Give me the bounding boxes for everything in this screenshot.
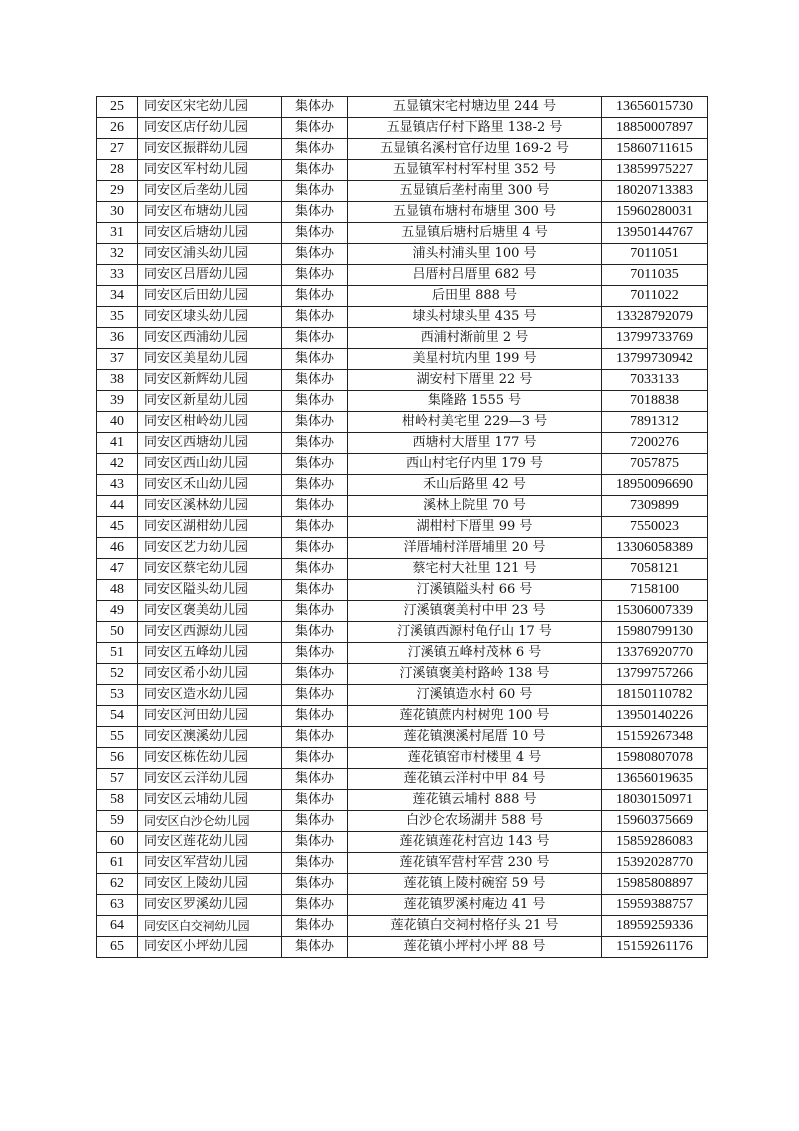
address-cell: 五显镇店仔村下路里 138-2 号	[348, 118, 602, 139]
row-number-cell: 35	[97, 307, 138, 328]
table-row	[97, 601, 708, 622]
table-row	[97, 412, 708, 433]
address-cell: 西浦村渐前里 2 号	[348, 328, 602, 349]
address-cell: 汀溪镇褒美村路岭 138 号	[348, 664, 602, 685]
row-number-cell: 65	[97, 937, 138, 958]
table-row	[97, 853, 708, 874]
row-number-cell: 25	[97, 97, 138, 118]
ownership-type-cell: 集体办	[282, 916, 348, 937]
table-row	[97, 139, 708, 160]
kindergarten-name-cell: 同安区新辉幼儿园	[138, 370, 282, 391]
phone-number-cell: 7158100	[602, 580, 708, 601]
ownership-type-cell: 集体办	[282, 811, 348, 832]
phone-number-cell: 15860711615	[602, 139, 708, 160]
table-body	[97, 97, 708, 958]
kindergarten-name-cell: 同安区军营幼儿园	[138, 853, 282, 874]
row-number-cell: 39	[97, 391, 138, 412]
kindergarten-name-cell: 同安区隘头幼儿园	[138, 580, 282, 601]
row-number-cell: 63	[97, 895, 138, 916]
phone-number-cell: 13950144767	[602, 223, 708, 244]
row-number-cell: 26	[97, 118, 138, 139]
ownership-type-cell: 集体办	[282, 727, 348, 748]
address-cell: 莲花镇云埔村 888 号	[348, 790, 602, 811]
phone-number-cell: 15159267348	[602, 727, 708, 748]
table-row	[97, 160, 708, 181]
address-cell: 汀溪镇西源村龟仔山 17 号	[348, 622, 602, 643]
row-number-cell: 60	[97, 832, 138, 853]
kindergarten-name-cell: 同安区造水幼儿园	[138, 685, 282, 706]
phone-number-cell: 7200276	[602, 433, 708, 454]
address-cell: 莲花镇罗溪村庵边 41 号	[348, 895, 602, 916]
phone-number-cell: 7309899	[602, 496, 708, 517]
address-cell: 西塘村大厝里 177 号	[348, 433, 602, 454]
ownership-type-cell: 集体办	[282, 748, 348, 769]
kindergarten-name-cell: 同安区希小幼儿园	[138, 664, 282, 685]
row-number-cell: 64	[97, 916, 138, 937]
ownership-type-cell: 集体办	[282, 97, 348, 118]
kindergarten-name-cell: 同安区河田幼儿园	[138, 706, 282, 727]
table-row	[97, 937, 708, 958]
table-row	[97, 454, 708, 475]
row-number-cell: 59	[97, 811, 138, 832]
table-row	[97, 538, 708, 559]
address-cell: 西山村宅仔内里 179 号	[348, 454, 602, 475]
ownership-type-cell: 集体办	[282, 580, 348, 601]
address-cell: 莲花镇澳溪村尾厝 10 号	[348, 727, 602, 748]
kindergarten-name-cell: 同安区后塘幼儿园	[138, 223, 282, 244]
address-cell: 莲花镇小坪村小坪 88 号	[348, 937, 602, 958]
phone-number-cell: 13656019635	[602, 769, 708, 790]
row-number-cell: 40	[97, 412, 138, 433]
phone-number-cell: 15159261176	[602, 937, 708, 958]
ownership-type-cell: 集体办	[282, 706, 348, 727]
table-row	[97, 349, 708, 370]
kindergarten-name-cell: 同安区上陵幼儿园	[138, 874, 282, 895]
ownership-type-cell: 集体办	[282, 643, 348, 664]
kindergarten-name-cell: 同安区新星幼儿园	[138, 391, 282, 412]
row-number-cell: 42	[97, 454, 138, 475]
address-cell: 五显镇宋宅村塘边里 244 号	[348, 97, 602, 118]
row-number-cell: 31	[97, 223, 138, 244]
row-number-cell: 28	[97, 160, 138, 181]
phone-number-cell: 7011051	[602, 244, 708, 265]
phone-number-cell: 18150110782	[602, 685, 708, 706]
table-row	[97, 307, 708, 328]
table-row	[97, 622, 708, 643]
table-row	[97, 559, 708, 580]
address-cell: 汀溪镇褒美村中甲 23 号	[348, 601, 602, 622]
address-cell: 五显镇后垄村南里 300 号	[348, 181, 602, 202]
phone-number-cell: 13656015730	[602, 97, 708, 118]
address-cell: 汀溪镇五峰村茂林 6 号	[348, 643, 602, 664]
row-number-cell: 38	[97, 370, 138, 391]
table-row	[97, 874, 708, 895]
kindergarten-name-cell: 同安区艺力幼儿园	[138, 538, 282, 559]
phone-number-cell: 18959259336	[602, 916, 708, 937]
kindergarten-name-cell: 同安区蔡宅幼儿园	[138, 559, 282, 580]
kindergarten-name-cell: 同安区宋宅幼儿园	[138, 97, 282, 118]
phone-number-cell: 18950096690	[602, 475, 708, 496]
row-number-cell: 62	[97, 874, 138, 895]
kindergarten-name-cell: 同安区西山幼儿园	[138, 454, 282, 475]
ownership-type-cell: 集体办	[282, 139, 348, 160]
ownership-type-cell: 集体办	[282, 328, 348, 349]
ownership-type-cell: 集体办	[282, 895, 348, 916]
kindergarten-name-cell: 同安区莲花幼儿园	[138, 832, 282, 853]
address-cell: 汀溪镇造水村 60 号	[348, 685, 602, 706]
phone-number-cell: 18030150971	[602, 790, 708, 811]
phone-number-cell: 15960375669	[602, 811, 708, 832]
ownership-type-cell: 集体办	[282, 937, 348, 958]
kindergarten-name-cell: 同安区栋佐幼儿园	[138, 748, 282, 769]
kindergarten-name-cell: 同安区后垄幼儿园	[138, 181, 282, 202]
phone-number-cell: 13328792079	[602, 307, 708, 328]
row-number-cell: 34	[97, 286, 138, 307]
kindergarten-name-cell: 同安区振群幼儿园	[138, 139, 282, 160]
kindergarten-name-cell: 同安区澳溪幼儿园	[138, 727, 282, 748]
phone-number-cell: 7011022	[602, 286, 708, 307]
address-cell: 湖安村下厝里 22 号	[348, 370, 602, 391]
ownership-type-cell: 集体办	[282, 202, 348, 223]
ownership-type-cell: 集体办	[282, 349, 348, 370]
address-cell: 莲花镇上陵村碗窑 59 号	[348, 874, 602, 895]
address-cell: 莲花镇白交祠村格仔头 21 号	[348, 916, 602, 937]
ownership-type-cell: 集体办	[282, 769, 348, 790]
kindergarten-name-cell: 同安区西浦幼儿园	[138, 328, 282, 349]
kindergarten-name-cell: 同安区后田幼儿园	[138, 286, 282, 307]
table-row	[97, 433, 708, 454]
table-row	[97, 265, 708, 286]
phone-number-cell: 7011035	[602, 265, 708, 286]
ownership-type-cell: 集体办	[282, 286, 348, 307]
ownership-type-cell: 集体办	[282, 181, 348, 202]
phone-number-cell: 15960280031	[602, 202, 708, 223]
address-cell: 五显镇名溪村官仔边里 169-2 号	[348, 139, 602, 160]
phone-number-cell: 13859975227	[602, 160, 708, 181]
kindergarten-name-cell: 同安区白交祠幼儿园	[138, 916, 282, 937]
address-cell: 莲花镇蔗内村树兜 100 号	[348, 706, 602, 727]
address-cell: 蔡宅村大社里 121 号	[348, 559, 602, 580]
ownership-type-cell: 集体办	[282, 412, 348, 433]
table-row	[97, 580, 708, 601]
table-row	[97, 790, 708, 811]
phone-number-cell: 15980807078	[602, 748, 708, 769]
table-row	[97, 895, 708, 916]
kindergarten-name-cell: 同安区吕厝幼儿园	[138, 265, 282, 286]
row-number-cell: 37	[97, 349, 138, 370]
phone-number-cell: 13306058389	[602, 538, 708, 559]
phone-number-cell: 7891312	[602, 412, 708, 433]
table-row	[97, 832, 708, 853]
address-cell: 吕厝村吕厝里 682 号	[348, 265, 602, 286]
row-number-cell: 55	[97, 727, 138, 748]
table-row	[97, 727, 708, 748]
table-row	[97, 118, 708, 139]
row-number-cell: 33	[97, 265, 138, 286]
table-row	[97, 181, 708, 202]
phone-number-cell: 13799733769	[602, 328, 708, 349]
ownership-type-cell: 集体办	[282, 874, 348, 895]
ownership-type-cell: 集体办	[282, 538, 348, 559]
phone-number-cell: 15859286083	[602, 832, 708, 853]
kindergarten-name-cell: 同安区店仔幼儿园	[138, 118, 282, 139]
phone-number-cell: 13799730942	[602, 349, 708, 370]
phone-number-cell: 7057875	[602, 454, 708, 475]
address-cell: 溪林上院里 70 号	[348, 496, 602, 517]
kindergarten-table	[96, 96, 708, 958]
row-number-cell: 44	[97, 496, 138, 517]
address-cell: 白沙仑农场湖井 588 号	[348, 811, 602, 832]
phone-number-cell: 15985808897	[602, 874, 708, 895]
table-row	[97, 97, 708, 118]
kindergarten-name-cell: 同安区罗溪幼儿园	[138, 895, 282, 916]
phone-number-cell: 7058121	[602, 559, 708, 580]
row-number-cell: 36	[97, 328, 138, 349]
ownership-type-cell: 集体办	[282, 265, 348, 286]
kindergarten-name-cell: 同安区禾山幼儿园	[138, 475, 282, 496]
address-cell: 五显镇布塘村布塘里 300 号	[348, 202, 602, 223]
kindergarten-name-cell: 同安区西塘幼儿园	[138, 433, 282, 454]
kindergarten-name-cell: 同安区白沙仑幼儿园	[138, 811, 282, 832]
row-number-cell: 47	[97, 559, 138, 580]
phone-number-cell: 13376920770	[602, 643, 708, 664]
ownership-type-cell: 集体办	[282, 370, 348, 391]
kindergarten-name-cell: 同安区美星幼儿园	[138, 349, 282, 370]
kindergarten-name-cell: 同安区军村幼儿园	[138, 160, 282, 181]
row-number-cell: 58	[97, 790, 138, 811]
phone-number-cell: 7033133	[602, 370, 708, 391]
row-number-cell: 27	[97, 139, 138, 160]
address-cell: 禾山后路里 42 号	[348, 475, 602, 496]
row-number-cell: 53	[97, 685, 138, 706]
address-cell: 柑岭村美宅里 229—3 号	[348, 412, 602, 433]
row-number-cell: 57	[97, 769, 138, 790]
phone-number-cell: 7550023	[602, 517, 708, 538]
kindergarten-name-cell: 同安区云埔幼儿园	[138, 790, 282, 811]
phone-number-cell: 18850007897	[602, 118, 708, 139]
row-number-cell: 50	[97, 622, 138, 643]
row-number-cell: 52	[97, 664, 138, 685]
kindergarten-name-cell: 同安区埭头幼儿园	[138, 307, 282, 328]
address-cell: 浦头村浦头里 100 号	[348, 244, 602, 265]
phone-number-cell: 15959388757	[602, 895, 708, 916]
kindergarten-name-cell: 同安区浦头幼儿园	[138, 244, 282, 265]
ownership-type-cell: 集体办	[282, 832, 348, 853]
address-cell: 洋厝埔村洋厝埔里 20 号	[348, 538, 602, 559]
kindergarten-name-cell: 同安区云洋幼儿园	[138, 769, 282, 790]
row-number-cell: 41	[97, 433, 138, 454]
ownership-type-cell: 集体办	[282, 475, 348, 496]
address-cell: 五显镇军村村军村里 352 号	[348, 160, 602, 181]
ownership-type-cell: 集体办	[282, 790, 348, 811]
phone-number-cell: 15392028770	[602, 853, 708, 874]
row-number-cell: 29	[97, 181, 138, 202]
kindergarten-name-cell: 同安区布塘幼儿园	[138, 202, 282, 223]
ownership-type-cell: 集体办	[282, 391, 348, 412]
ownership-type-cell: 集体办	[282, 517, 348, 538]
table-row	[97, 748, 708, 769]
row-number-cell: 48	[97, 580, 138, 601]
kindergarten-name-cell: 同安区褒美幼儿园	[138, 601, 282, 622]
kindergarten-name-cell: 同安区西源幼儿园	[138, 622, 282, 643]
table-row	[97, 517, 708, 538]
table-row	[97, 223, 708, 244]
ownership-type-cell: 集体办	[282, 223, 348, 244]
address-cell: 莲花镇窑市村楼里 4 号	[348, 748, 602, 769]
kindergarten-name-cell: 同安区小坪幼儿园	[138, 937, 282, 958]
address-cell: 莲花镇莲花村宫边 143 号	[348, 832, 602, 853]
address-cell: 后田里 888 号	[348, 286, 602, 307]
kindergarten-name-cell: 同安区溪林幼儿园	[138, 496, 282, 517]
row-number-cell: 51	[97, 643, 138, 664]
table-row	[97, 643, 708, 664]
kindergarten-name-cell: 同安区柑岭幼儿园	[138, 412, 282, 433]
address-cell: 美星村坑内里 199 号	[348, 349, 602, 370]
ownership-type-cell: 集体办	[282, 664, 348, 685]
ownership-type-cell: 集体办	[282, 244, 348, 265]
row-number-cell: 43	[97, 475, 138, 496]
phone-number-cell: 15980799130	[602, 622, 708, 643]
ownership-type-cell: 集体办	[282, 853, 348, 874]
table-row	[97, 916, 708, 937]
row-number-cell: 30	[97, 202, 138, 223]
kindergarten-name-cell: 同安区五峰幼儿园	[138, 643, 282, 664]
phone-number-cell: 18020713383	[602, 181, 708, 202]
table-row	[97, 496, 708, 517]
ownership-type-cell: 集体办	[282, 454, 348, 475]
address-cell: 埭头村埭头里 435 号	[348, 307, 602, 328]
ownership-type-cell: 集体办	[282, 601, 348, 622]
address-cell: 五显镇后塘村后塘里 4 号	[348, 223, 602, 244]
row-number-cell: 61	[97, 853, 138, 874]
table-row	[97, 685, 708, 706]
table-row	[97, 370, 708, 391]
address-cell: 集隆路 1555 号	[348, 391, 602, 412]
table-row	[97, 244, 708, 265]
phone-number-cell: 13799757266	[602, 664, 708, 685]
ownership-type-cell: 集体办	[282, 118, 348, 139]
row-number-cell: 45	[97, 517, 138, 538]
table-row	[97, 769, 708, 790]
row-number-cell: 46	[97, 538, 138, 559]
table-row	[97, 286, 708, 307]
ownership-type-cell: 集体办	[282, 307, 348, 328]
phone-number-cell: 15306007339	[602, 601, 708, 622]
row-number-cell: 49	[97, 601, 138, 622]
ownership-type-cell: 集体办	[282, 685, 348, 706]
address-cell: 湖柑村下厝里 99 号	[348, 517, 602, 538]
ownership-type-cell: 集体办	[282, 496, 348, 517]
kindergarten-name-cell: 同安区湖柑幼儿园	[138, 517, 282, 538]
table-row	[97, 664, 708, 685]
ownership-type-cell: 集体办	[282, 160, 348, 181]
table-row	[97, 391, 708, 412]
ownership-type-cell: 集体办	[282, 559, 348, 580]
phone-number-cell: 13950140226	[602, 706, 708, 727]
table-row	[97, 475, 708, 496]
row-number-cell: 56	[97, 748, 138, 769]
table-row	[97, 328, 708, 349]
table-row	[97, 202, 708, 223]
address-cell: 莲花镇云洋村中甲 84 号	[348, 769, 602, 790]
table-row	[97, 811, 708, 832]
row-number-cell: 54	[97, 706, 138, 727]
table-row	[97, 706, 708, 727]
phone-number-cell: 7018838	[602, 391, 708, 412]
address-cell: 莲花镇军营村军营 230 号	[348, 853, 602, 874]
row-number-cell: 32	[97, 244, 138, 265]
address-cell: 汀溪镇隘头村 66 号	[348, 580, 602, 601]
ownership-type-cell: 集体办	[282, 622, 348, 643]
ownership-type-cell: 集体办	[282, 433, 348, 454]
